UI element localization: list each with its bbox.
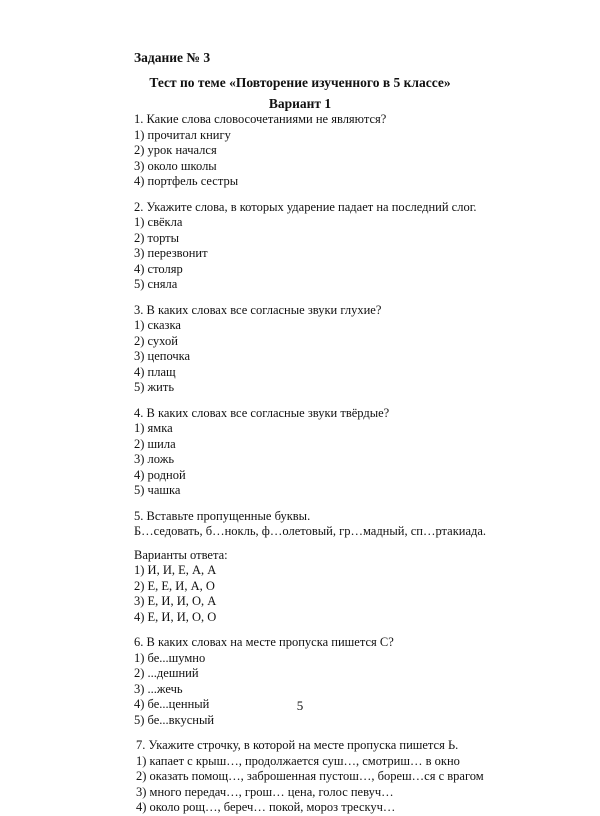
answer-option: 1) ямка xyxy=(134,421,173,435)
question-6 xyxy=(134,635,574,728)
question-words: Б…седовать, б…нокль, ф…олетовый, гр…мадный, сп…ртакиада. xyxy=(134,524,487,538)
answer-option: 2) сухой xyxy=(134,333,178,348)
question-text: 3. В каких словах все согласные звуки глухие? xyxy=(134,302,382,317)
answer-option: 1) бе...шумно xyxy=(134,650,206,665)
answer-option: 2) шила xyxy=(134,436,176,451)
answer-option: 5) жить xyxy=(134,380,175,394)
answer-option: 3) много передач…, грош… цена, голос певуч… xyxy=(136,784,394,799)
answer-option: 1) капает с крыш…, продолжается суш…, смотриш… в окно xyxy=(136,753,460,768)
answer-option: 3) перезвонит xyxy=(134,246,208,260)
answer-option: 3) ...жечь xyxy=(134,681,183,696)
answer-option: 4) столяр xyxy=(134,261,183,276)
answer-option: 2) Е, Е, И, А, О xyxy=(134,578,215,593)
answer-option: 4) около рощ…, береч… покой, мороз трескуч… xyxy=(136,800,396,814)
answer-option: 5) бе...вкусный xyxy=(134,712,215,727)
answer-option: 1) прочитал книгу xyxy=(134,127,231,142)
question-3 xyxy=(134,303,574,396)
answer-option: 1) сказка xyxy=(134,318,181,332)
question-text: 6. В каких словах на месте пропуска пишется С? xyxy=(134,635,394,649)
test-title: Тест по теме «Повторение изученного в 5 классе» xyxy=(149,75,451,90)
answer-option: 5) чашка xyxy=(134,483,181,497)
answer-option: 1) И, И, Е, А, А xyxy=(134,563,217,577)
answer-option: 5) сняла xyxy=(134,277,178,291)
answer-option: 2) ...дешний xyxy=(134,666,199,680)
question-text: 7. Укажите строчку, в которой на месте пропуска пишется Ь. xyxy=(136,738,459,752)
answer-option: 3) Е, И, И, О, А xyxy=(134,594,217,608)
variant-heading: Вариант 1 xyxy=(268,96,332,111)
question-2 xyxy=(134,200,574,293)
question-text: 5. Вставьте пропущенные буквы. xyxy=(134,508,311,523)
question-4 xyxy=(134,406,574,499)
page-number: 5 xyxy=(296,698,304,713)
answer-option: 2) урок начался xyxy=(134,143,217,157)
answer-variants-label: Варианты ответа: xyxy=(134,547,228,562)
answer-option: 3) ложь xyxy=(134,452,175,466)
question-5 xyxy=(134,509,574,626)
question-text: 2. Укажите слова, в которых ударение падает на последний слог. xyxy=(134,199,477,214)
answer-option: 4) родной xyxy=(134,467,186,482)
answer-option: 3) около школы xyxy=(134,158,217,173)
answer-option: 2) торты xyxy=(134,230,180,245)
answer-option: 4) бе...ценный xyxy=(134,697,210,711)
answer-option: 4) плащ xyxy=(134,364,176,379)
answer-option: 2) оказать помощ…, заброшенная пустош…, бореш…ся с врагом xyxy=(136,769,484,783)
answer-option: 3) цепочка xyxy=(134,349,191,363)
question-1 xyxy=(134,112,574,190)
question-text: 4. В каких словах все согласные звуки твёрдые? xyxy=(134,405,390,420)
answer-option: 4) Е, И, И, О, О xyxy=(134,609,217,624)
answer-option: 1) свёкла xyxy=(134,215,183,229)
answer-option: 4) портфель сестры xyxy=(134,174,239,188)
question-text: 1. Какие слова словосочетаниями не являются? xyxy=(134,112,387,126)
task-heading: Задание № 3 xyxy=(134,50,211,65)
